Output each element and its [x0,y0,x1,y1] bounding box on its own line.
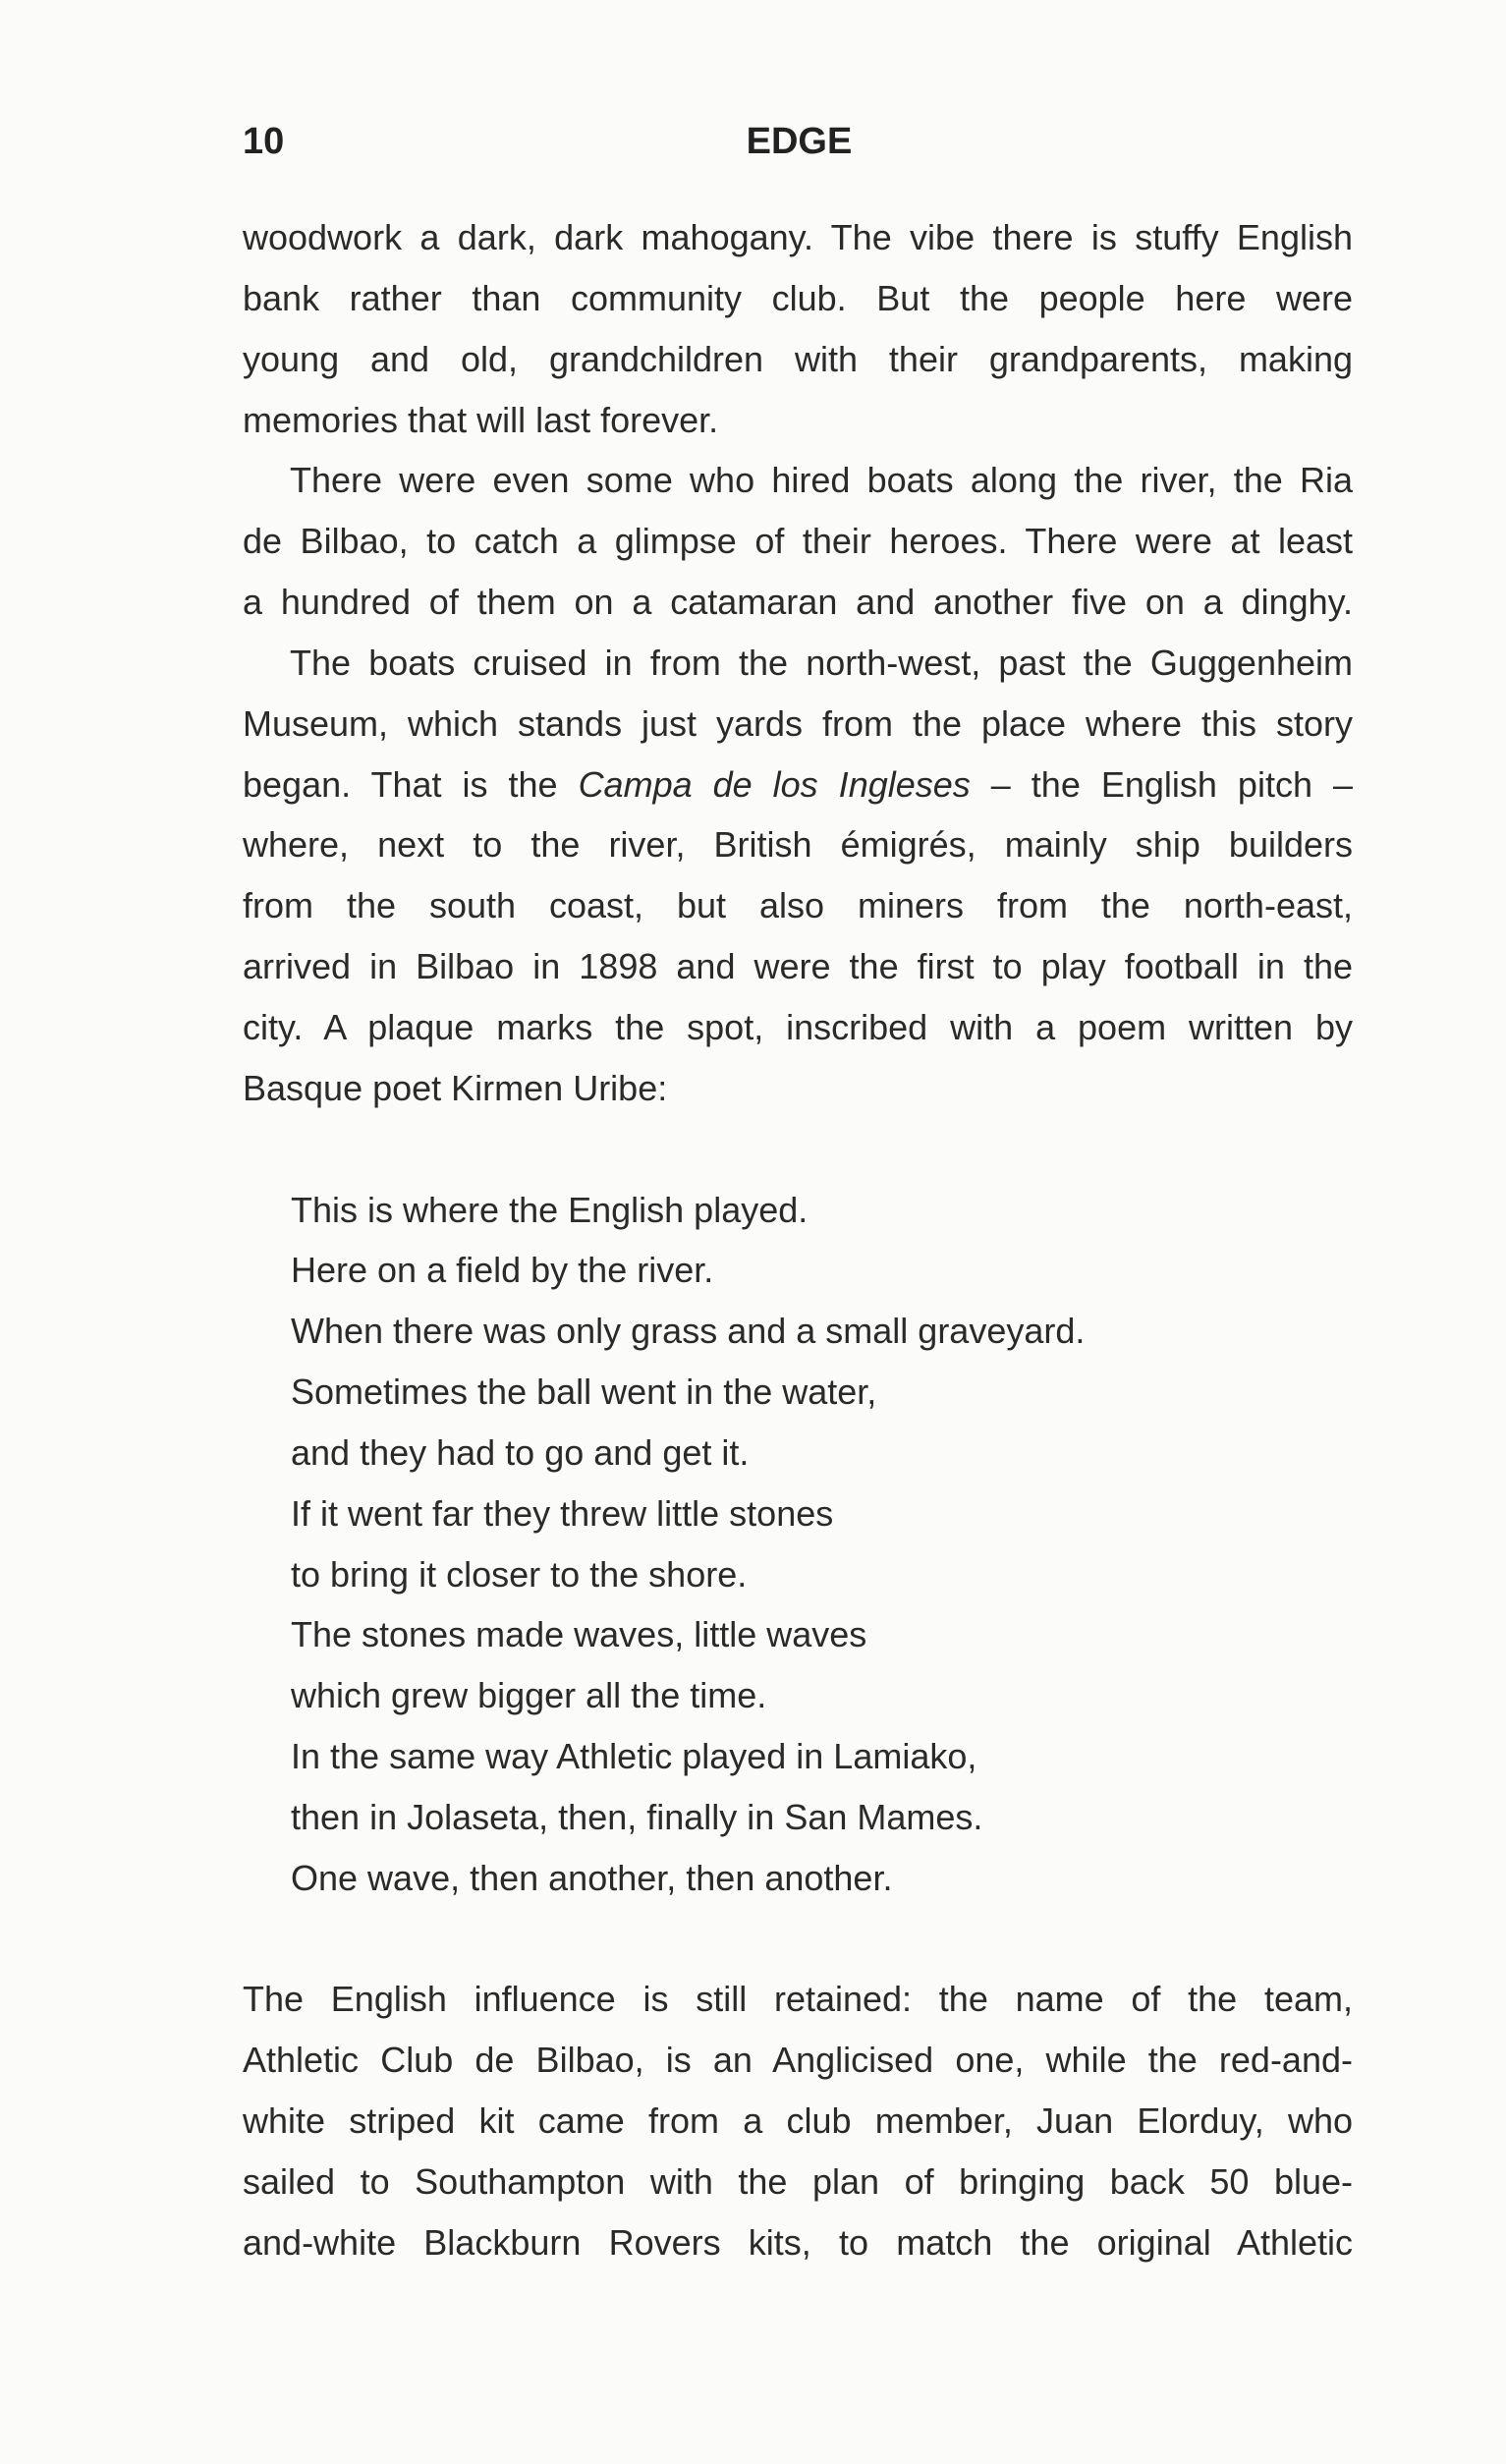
text-line: and-white Blackburn Rovers kits, to match the original Athletic [243,2221,1353,2263]
text-line: a hundred of them on a catamaran and another five on a dinghy. [243,582,1353,623]
poem-line: If it went far they threw little stones [291,1492,834,1534]
running-title [0,116,1506,167]
text-segment: began. That is the [243,763,579,805]
text-line: woodwork a dark, dark mahogany. The vibe there is stuffy English [243,217,1353,257]
page-number: 10 [243,121,285,162]
poem-line: Here on a field by the river. [291,1250,714,1291]
text-line: where, next to the river, British émigrés, mainly ship builders [243,824,1353,866]
text-line: young and old, grandchildren with their grandparents, making [243,338,1353,379]
poem-line: This is where the English played. [291,1189,809,1230]
running-title-text: EDGE [746,121,853,162]
text-line: memories that will last forever. [243,399,719,440]
italic-place-name: Campa de los Ingleses [578,763,971,805]
text-line: from the south coast, but also miners from the north-east, [243,885,1353,926]
text-line: The boats cruised in from the north-west, past the Guggenheim [290,642,1353,683]
text-line: Museum, which stands just yards from the place where this story [243,702,1353,744]
text-line: city. A plaque marks the spot, inscribed with a poem written by [243,1006,1353,1047]
text-line: white striped kit came from a club member, Juan Elorduy, who [243,2100,1353,2142]
text-line: Athletic Club de Bilbao, is an Anglicised one, while the red-and- [243,2040,1353,2081]
text-line: There were even some who hired boats along the river, the Ria [290,460,1353,501]
text-segment: – the English pitch – [970,763,1354,805]
poem-line: In the same way Athletic played in Lamiako, [291,1736,977,1777]
poem-line: When there was only grass and a small graveyard. [291,1311,1086,1352]
text-line: The English influence is still retained: the name of the team, [243,1979,1353,2020]
text-line: arrived in Bilbao in 1898 and were the first to play football in the [243,946,1353,987]
text-line: Basque poet Kirmen Uribe: [243,1067,668,1108]
poem-line: which grew bigger all the time. [291,1675,767,1716]
blank-line [243,1909,1353,1970]
poem-line: and they had to go and get it. [291,1431,750,1473]
poem-line: then in Jolaseta, then, finally in San Mames. [291,1796,983,1837]
poem-line: One wave, then another, then another. [291,1857,893,1898]
poem-line: The stones made waves, little waves [291,1614,867,1655]
poem-line: to bring it closer to the shore. [291,1553,748,1595]
poem-line: Sometimes the ball went in the water, [291,1372,877,1413]
text-line: de Bilbao, to catch a glimpse of their heroes. There were at least [243,521,1353,562]
body-text [243,207,1353,2273]
blank-line [243,1119,1353,1180]
text-line [243,755,1353,815]
text-line: sailed to Southampton with the plan of bringing back 50 blue- [243,2161,1353,2202]
text-line: bank rather than community club. But the people here were [243,277,1353,318]
